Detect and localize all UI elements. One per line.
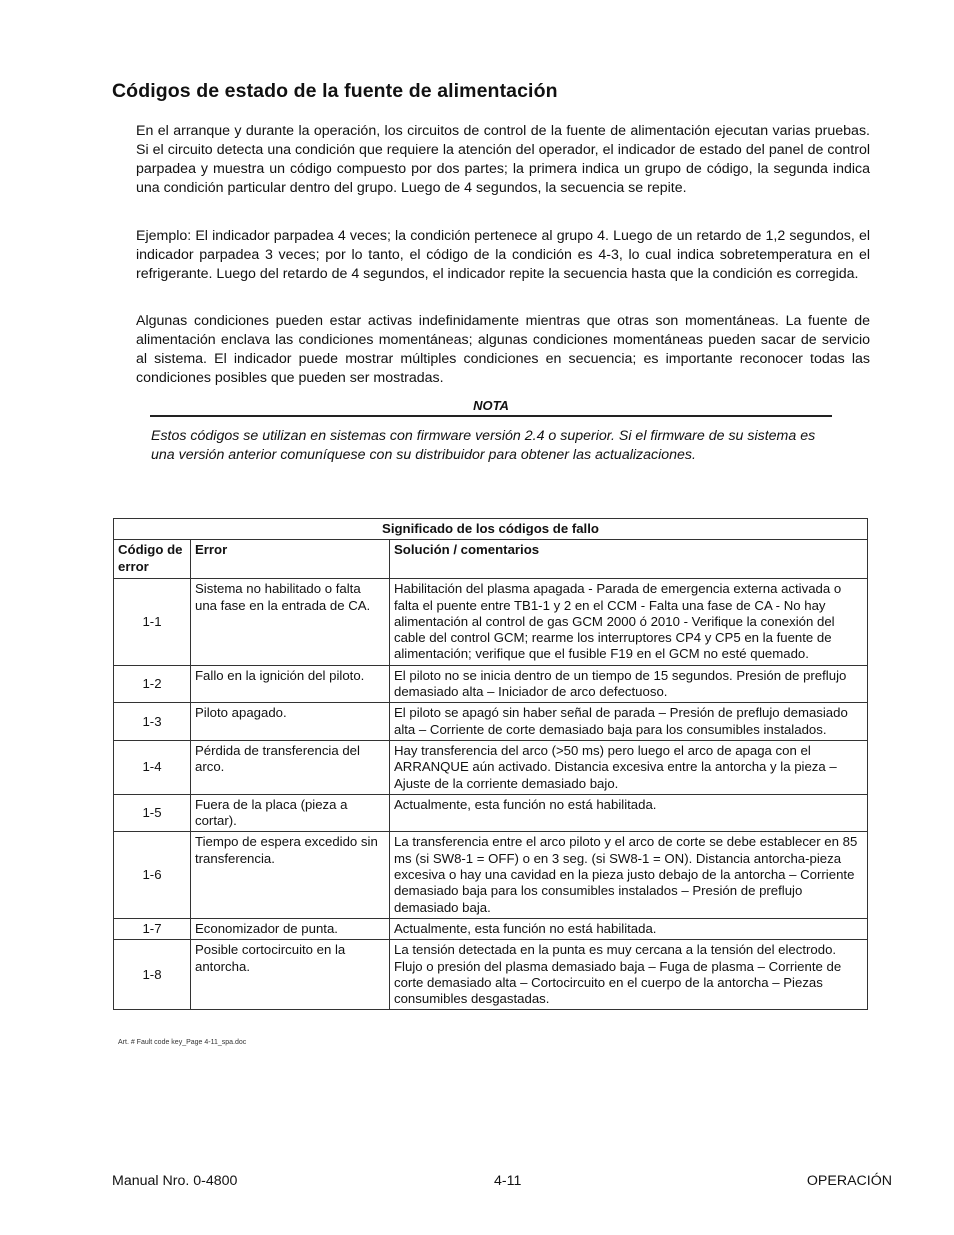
error-description: Sistema no habilitado o falta una fase en la entrada de CA. bbox=[191, 579, 390, 665]
solution-comment: Actualmente, esta función no está habilitada. bbox=[390, 918, 868, 939]
table-row bbox=[114, 740, 868, 794]
error-code: 1-8 bbox=[114, 940, 191, 1010]
table-row bbox=[114, 918, 868, 939]
solution-comment: Hay transferencia del arco (>50 ms) pero luego el arco de apaga con el ARRANQUE aún activado. Distancia excesiva entre la antorcha y la pieza – Ajuste de la corriente demasiado bajo. bbox=[390, 740, 868, 794]
footer-page-number: 4-11 bbox=[494, 1173, 522, 1189]
table-row bbox=[114, 832, 868, 918]
error-description: Fuera de la placa (pieza a cortar). bbox=[191, 794, 390, 832]
solution-comment: La transferencia entre el arco piloto y el arco de corte se debe establecer en 85 ms (si SW8-1 = OFF) o en 3 seg. (si SW8-1 = ON). Distancia antorcha-pieza excesiva o hay una cavidad en la pieza justo debajo de la antorcha – Corriente demasiado baja para los consumibles instalados – Presión de preflujo demasiado baja. bbox=[390, 832, 868, 918]
note-label: NOTA bbox=[473, 398, 509, 413]
table-caption-row bbox=[114, 519, 868, 540]
table-row bbox=[114, 703, 868, 741]
solution-comment: El piloto no se inicia dentro de un tiempo de 15 segundos. Presión de preflujo demasiado alta – Iniciador de arco defectuoso. bbox=[390, 665, 868, 703]
error-code: 1-2 bbox=[114, 665, 191, 703]
error-description: Piloto apagado. bbox=[191, 703, 390, 741]
error-description: Economizador de punta. bbox=[191, 918, 390, 939]
table-row bbox=[114, 794, 868, 832]
table-caption: Significado de los códigos de fallo bbox=[114, 519, 868, 540]
solution-comment: El piloto se apagó sin haber señal de parada – Presión de preflujo demasiado alta – Corriente de corte demasiado baja para los consumibles instalados. bbox=[390, 703, 868, 741]
page-title: Códigos de estado de la fuente de alimentación bbox=[112, 80, 558, 102]
error-code: 1-4 bbox=[114, 740, 191, 794]
error-description: Tiempo de espera excedido sin transferencia. bbox=[191, 832, 390, 918]
fault-code-table bbox=[113, 518, 868, 1010]
error-code: 1-1 bbox=[114, 579, 191, 665]
table-header-row bbox=[114, 540, 868, 579]
error-description: Posible cortocircuito en la antorcha. bbox=[191, 940, 390, 1010]
solution-comment: Habilitación del plasma apagada - Parada de emergencia externa activada o falta el puente entre TB1-1 y 2 en el CCM - Falta una fase de CA - No hay alimentación al control de gas GCM 2000 ó 2010 - Verifique la conexión del cable del control GCM; rearme los interruptores CP4 y CP5 en la fuente de alimentación; verifique que el fusible F19 en el GCM no esté quemado. bbox=[390, 579, 868, 665]
error-description: Pérdida de transferencia del arco. bbox=[191, 740, 390, 794]
header-code: Código de error bbox=[114, 540, 191, 579]
solution-comment: Actualmente, esta función no está habilitada. bbox=[390, 794, 868, 832]
error-description: Fallo en la ignición del piloto. bbox=[191, 665, 390, 703]
intro-paragraph: En el arranque y durante la operación, los circuitos de control de la fuente de alimentación ejecutan varias pruebas. Si el circuito detecta una condición que requiere la atención del operador, el indicador de estado del panel de control parpadea y muestra un código compuesto por dos partes; la primera indica un grupo de código, la segunda indica una condición particular dentro del grupo. Luego de 4 segundos, la secuencia se repite. bbox=[136, 123, 870, 196]
error-code: 1-5 bbox=[114, 794, 191, 832]
table-row bbox=[114, 940, 868, 1010]
note-divider bbox=[150, 415, 832, 417]
example-paragraph: Ejemplo: El indicador parpadea 4 veces; la condición pertenece al grupo 4. Luego de un retardo de 1,2 segundos, el indicador parpadea 3 veces; por lo tanto, el código de la condición es 4-3, lo cual indica sobretemperatura en el refrigerante. Luego del retardo de 4 segundos, el indicador repite la secuencia hasta que la condición es corregida. bbox=[136, 228, 870, 282]
header-error: Error bbox=[191, 540, 390, 579]
note-text: Estos códigos se utilizan en sistemas con firmware versión 2.4 o superior. Si el firmware de su sistema es una versión anterior comuníquese con su distribuidor para obtener las actualizaciones. bbox=[151, 428, 816, 463]
footer-manual-number: Manual Nro. 0-4800 bbox=[112, 1173, 238, 1189]
conditions-paragraph: Algunas condiciones pueden estar activas indefinidamente mientras que otras son momentáneas. La fuente de alimentación enclava las condiciones momentáneas; algunas condiciones momentáneas pueden sacar de servicio al sistema. El indicador puede mostrar múltiples condiciones en secuencia; es importante reconocer todas las condiciones posibles que pueden ser mostradas. bbox=[136, 313, 870, 386]
error-code: 1-6 bbox=[114, 832, 191, 918]
art-reference: Art. # Fault code key_Page 4-11_spa.doc bbox=[118, 1039, 247, 1046]
error-code: 1-7 bbox=[114, 918, 191, 939]
table-row bbox=[114, 579, 868, 665]
table-row bbox=[114, 665, 868, 703]
error-code: 1-3 bbox=[114, 703, 191, 741]
header-solution: Solución / comentarios bbox=[390, 540, 868, 579]
solution-comment: La tensión detectada en la punta es muy cercana a la tensión del electrodo. Flujo o presión del plasma demasiado baja – Fuga de plasma – Corriente de corte demasiado alta – Cortocircuito en el cuerpo de la antorcha – Piezas consumibles desgastadas. bbox=[390, 940, 868, 1010]
footer-section: OPERACIÓN bbox=[806, 1173, 892, 1189]
